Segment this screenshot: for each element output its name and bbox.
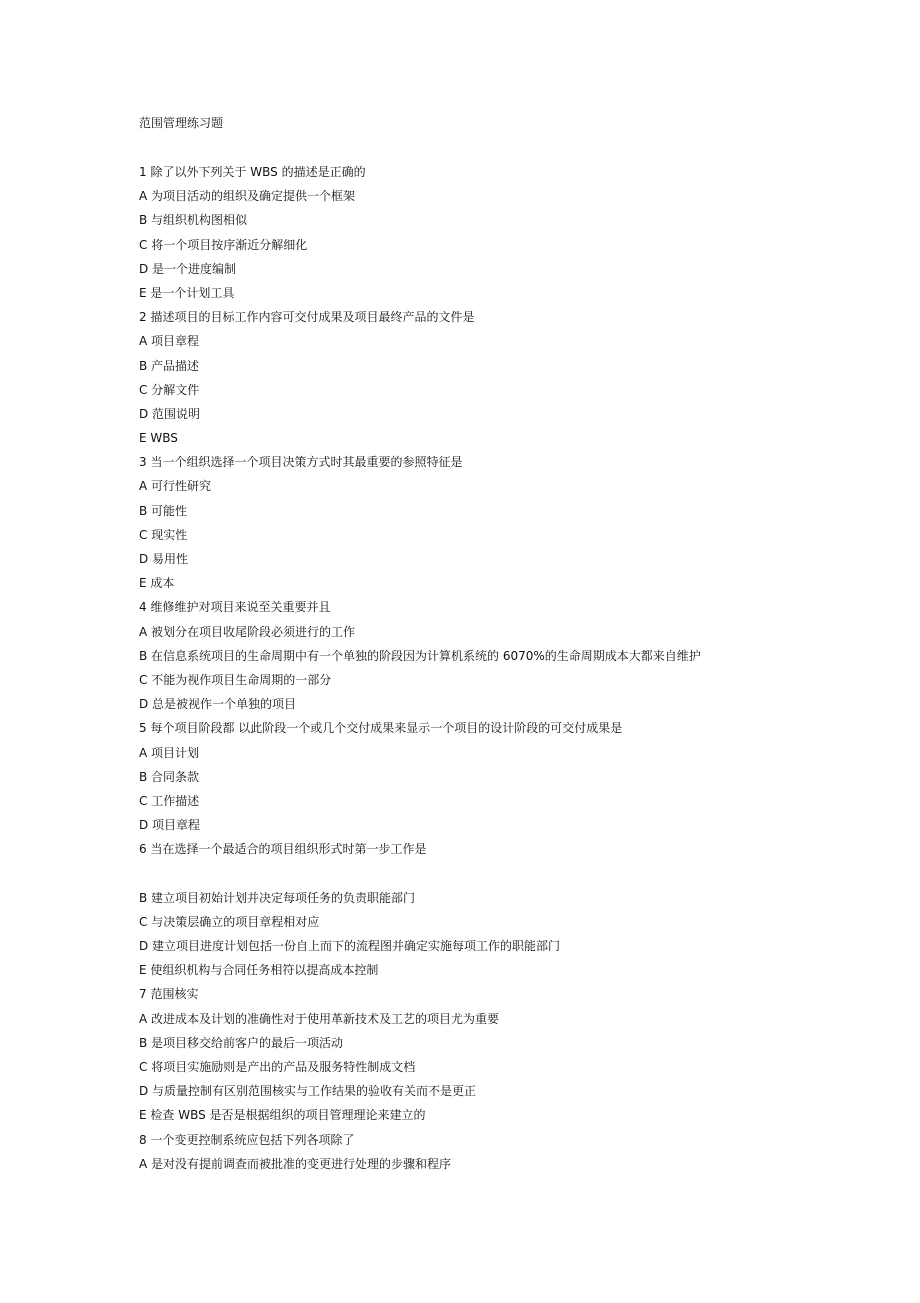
document-line: 5 每个项目阶段都 以此阶段一个或几个交付成果来显示一个项目的设计阶段的可交付成果是 bbox=[139, 721, 623, 736]
document-line: C 工作描述 bbox=[139, 793, 200, 808]
document-line: 6 当在选择一个最适合的项目组织形式时第一步工作是 bbox=[139, 842, 427, 857]
document-line: D 与质量控制有区别范围核实与工作结果的验收有关而不是更正 bbox=[139, 1084, 477, 1099]
document-line: A 为项目活动的组织及确定提供一个框架 bbox=[139, 189, 356, 204]
document-title: 范围管理练习题 bbox=[139, 116, 224, 130]
document-line: B 产品描述 bbox=[139, 358, 200, 373]
document-line: 2 描述项目的目标工作内容可交付成果及项目最终产品的文件是 bbox=[139, 310, 475, 325]
document-line: C 将一个项目按序渐近分解细化 bbox=[139, 237, 308, 252]
document-line: E WBS bbox=[139, 431, 178, 446]
document-line: 3 当一个组织选择一个项目决策方式时其最重要的参照特征是 bbox=[139, 455, 463, 470]
document-line: A 项目章程 bbox=[139, 334, 200, 349]
document-line: A 是对没有提前调查而被批准的变更进行处理的步骤和程序 bbox=[139, 1156, 452, 1171]
document-line: 7 范围核实 bbox=[139, 987, 199, 1002]
document-line: C 不能为视作项目生命周期的一部分 bbox=[139, 672, 332, 687]
document-line: 1 除了以外下列关于 WBS 的描述是正确的 bbox=[139, 165, 366, 179]
document-line: B 是项目移交给前客户的最后一项活动 bbox=[139, 1035, 344, 1050]
document-line: B 与组织机构图相似 bbox=[139, 213, 248, 228]
document-line: B 可能性 bbox=[139, 503, 188, 518]
document-line: B 合同条款 bbox=[139, 769, 200, 784]
document-line: D 是一个进度编制 bbox=[139, 261, 237, 276]
document-line: A 项目计划 bbox=[139, 745, 200, 760]
document-line: B 在信息系统项目的生命周期中有一个单独的阶段因为计算机系统的 6070%的生命周期成本大都来自维护 bbox=[139, 648, 701, 663]
document-line: A 改进成本及计划的准确性对于使用革新技术及工艺的项目尤为重要 bbox=[139, 1011, 500, 1026]
document-line: C 将项目实施励则是产出的产品及服务特性制成文档 bbox=[139, 1059, 416, 1074]
document-line: 4 维修维护对项目来说至关重要并且 bbox=[139, 600, 331, 615]
document-line: E 成本 bbox=[139, 576, 175, 591]
document-line: A 可行性研究 bbox=[139, 479, 212, 494]
document-line: A 被划分在项目收尾阶段必须进行的工作 bbox=[139, 624, 356, 639]
question-list bbox=[139, 163, 879, 1179]
document-line: C 分解文件 bbox=[139, 382, 200, 397]
document-line: E 是一个计划工具 bbox=[139, 285, 235, 300]
document-line: D 总是被视作一个单独的项目 bbox=[139, 697, 297, 712]
document-line: D 项目章程 bbox=[139, 818, 201, 833]
document-line: D 范围说明 bbox=[139, 406, 201, 421]
blank-line bbox=[139, 864, 879, 888]
document-line: D 易用性 bbox=[139, 552, 189, 566]
document-line: C 现实性 bbox=[139, 527, 188, 542]
document-line: E 检查 WBS 是否是根据组织的项目管理理论来建立的 bbox=[139, 1108, 426, 1123]
document-line: E 使组织机构与合同任务相符以提高成本控制 bbox=[139, 963, 379, 978]
document-line: C 与决策层确立的项目章程相对应 bbox=[139, 914, 320, 929]
document-line: 8 一个变更控制系统应包括下列各项除了 bbox=[139, 1132, 355, 1147]
document-line: B 建立项目初始计划并决定每项任务的负责职能部门 bbox=[139, 890, 416, 905]
document-line: D 建立项目进度计划包括一份自上而下的流程图并确定实施每项工作的职能部门 bbox=[139, 939, 561, 953]
